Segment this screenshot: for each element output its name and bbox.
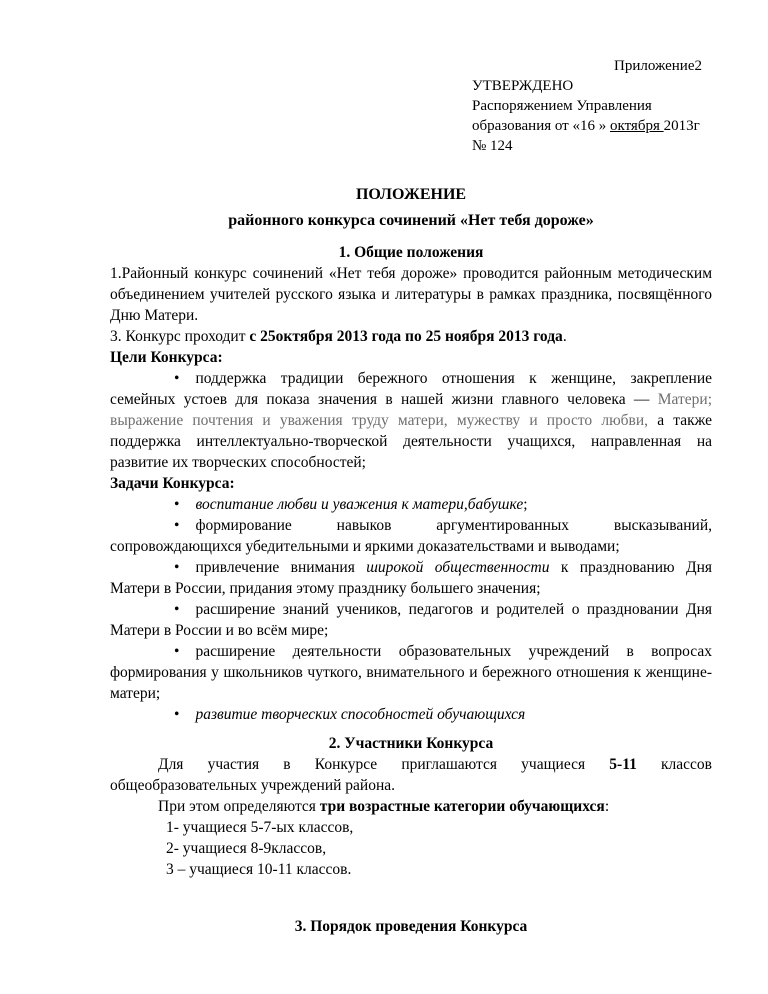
text-run: формирование навыков аргументированных высказываний, сопровождающихся убедительными и яркими доказательствами и выводами;: [110, 517, 712, 555]
title-line-2: районного конкурса сочинений «Нет тебя дороже»: [228, 212, 594, 229]
list-item-category-3: 3 – учащиеся 10-11 классов.: [166, 861, 352, 878]
text-run: классов общеобразовательных учреждений района.: [110, 756, 712, 794]
text-run: к празднованию Дня Матери в России, придания этому празднику большего значения;: [110, 559, 712, 597]
order-line-2: [472, 116, 712, 136]
bullet-marker: •: [174, 601, 180, 618]
paragraph-contest-dates: [110, 326, 712, 347]
text-run: .: [562, 328, 567, 345]
order-line-1: Распоряжением Управления: [472, 98, 652, 114]
task-item-3: [110, 557, 712, 599]
goal-item-1: [110, 368, 712, 473]
text-run: поддержка традиции бережного отношения к женщине, закрепление семейных устоев для показа значения в нашей жизни главного человека —: [110, 370, 712, 408]
text-run: привлечение внимания: [195, 559, 367, 576]
text-run-italic: широкой общественности: [366, 559, 550, 576]
bullet-marker: •: [174, 706, 180, 723]
text-run: ;: [523, 496, 528, 513]
bullet-marker: •: [174, 370, 180, 387]
bullet-marker: •: [174, 559, 180, 576]
order-date-pre: образования от «16 »: [472, 118, 610, 134]
text-run-bold-categories: три возрастные категории обучающихся: [319, 798, 605, 815]
task-item-1: [110, 494, 712, 515]
text-run-bold-dates: с 25октября 2013 года по 25 ноября 2013 года: [249, 328, 563, 345]
text-run-italic: развитие творческих способностей обучающихся: [195, 706, 526, 723]
section-3-heading: 3. Порядок проведения Конкурса: [294, 918, 528, 935]
bullet-marker: •: [174, 496, 180, 513]
age-category-list: [166, 817, 712, 880]
section-1-heading: 1. Общие положения: [338, 244, 484, 261]
bullet-marker: •: [174, 643, 180, 660]
task-item-6: [110, 704, 712, 725]
appendix-label: Приложение2: [613, 58, 702, 74]
paragraph-participants: [110, 754, 712, 796]
title-line-1: ПОЛОЖЕНИЕ: [355, 186, 467, 203]
goals-label: Цели Конкурса:: [110, 349, 223, 366]
approval-block: [472, 56, 712, 156]
task-item-2: [110, 515, 712, 557]
text-run: а также поддержка интеллектуально-творческой деятельности учащихся, направленная на развитие их творческих способностей;: [110, 412, 713, 471]
list-item-category-1: 1- учащиеся 5-7-ых классов,: [166, 819, 354, 836]
task-item-5: [110, 641, 712, 704]
bullet-marker: •: [174, 517, 180, 534]
text-run: 3. Конкурс проходит: [110, 328, 250, 345]
text-run-italic: воспитание любви и уважения к матери,бабушке: [195, 496, 524, 513]
list-item-category-2: 2- учащиеся 8-9классов,: [166, 840, 327, 857]
text-run-bold-grades: 5-11: [609, 756, 637, 773]
order-number: № 124: [472, 138, 513, 154]
text-run: расширение знаний учеников, педагогов и родителей о праздновании Дня Матери в России и во всём мире;: [110, 601, 712, 639]
text-run: При этом определяются: [158, 798, 320, 815]
text-run: :: [604, 798, 610, 815]
paragraph-general-provisions: 1.Районный конкурс сочинений «Нет тебя дороже» проводится районным методическим объединением учителей русского языка и литературы в рамках праздника, посвящённого Дню Матери.: [110, 265, 712, 324]
tasks-label: Задачи Конкурса:: [110, 475, 235, 492]
approved-label: УТВЕРЖДЕНО: [472, 78, 574, 94]
order-month-underlined: октября: [609, 118, 664, 134]
section-2-heading: 2. Участники Конкурса: [328, 735, 494, 752]
text-run-gray: Матери; выражение почтения и уважения труду матери, мужеству и просто любви,: [110, 391, 712, 429]
paragraph-age-categories: [110, 796, 712, 817]
order-year: 2013г: [663, 118, 700, 134]
text-run: Для участия в Конкурсе приглашаются учащиеся: [158, 756, 610, 773]
document-title: [110, 182, 712, 234]
task-item-4: [110, 599, 712, 641]
text-run: расширение деятельности образовательных учреждений в вопросах формирования у школьников чуткого, внимательного и бережного отношения к женщине-матери;: [110, 643, 712, 702]
